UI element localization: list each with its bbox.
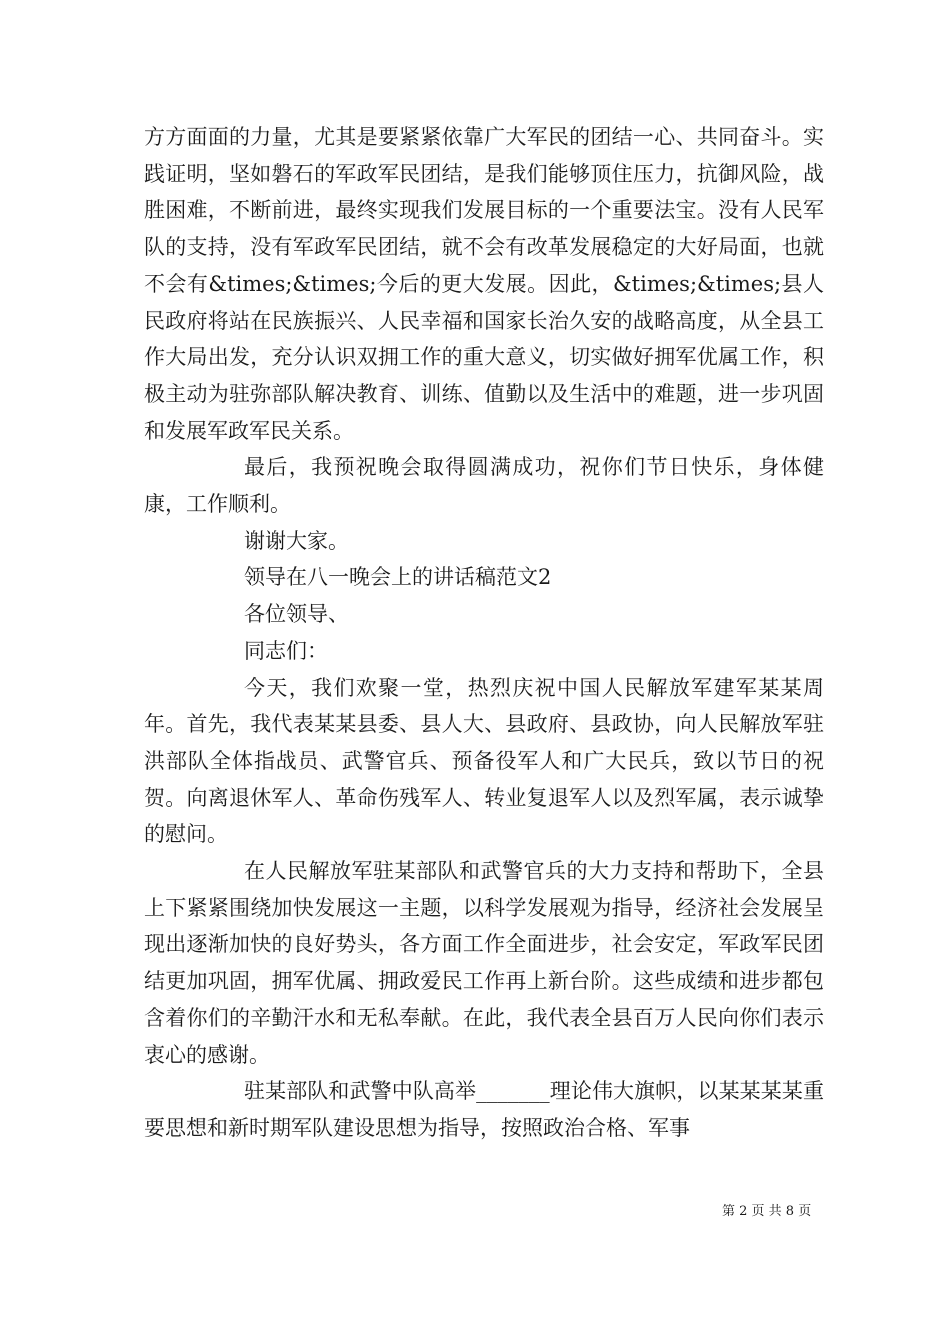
salutation-leaders: 各位领导、 xyxy=(244,602,349,627)
speech-title: 领导在八一晚会上的讲话稿范文2 xyxy=(244,565,552,590)
salutation-comrades: 同志们： xyxy=(244,638,328,663)
paragraph-2: 最后，我预祝晚会取得圆满成功，祝你们节日快乐，身体健康，工作顺利。 xyxy=(144,455,824,517)
paragraph-9: 驻某部队和武警中队高举_______理论伟大旗帜，以某某某某重要思想和新时期军队建设思想为指导，按照政治合格、军事 xyxy=(144,1079,824,1140)
paragraph-7: 今天，我们欢聚一堂，热烈庆祝中国人民解放军建军某某周年。首先，我代表某某县委、县人大、县政府、县政协，向人民解放军驻洪部队全体指战员、武警官兵、预备役军人和广大民兵，致以节日的祝贺。向离退休军人、革命伤残军人、转业复退军人以及烈军属，表示诚挚的慰问。 xyxy=(144,675,824,847)
paragraph-8: 在人民解放军驻某部队和武警官兵的大力支持和帮助下，全县上下紧紧围绕加快发展这一主题，以科学发展观为指导，经济社会发展呈现出逐渐加快的良好势头，各方面工作全面进步，社会安定，军政军民团结更加巩固，拥军优属、拥政爱民工作再上新台阶。这些成绩和进步都包含着你们的辛勤汗水和无私奉献。在此，我代表全县百万人民向你们表示衷心的感谢。 xyxy=(144,859,824,1067)
paragraph-3: 谢谢大家。 xyxy=(244,528,349,553)
paragraph-1: 方方面面的力量，尤其是要紧紧依靠广大军民的团结一心、共同奋斗。实践证明，坚如磐石的军政军民团结，是我们能够顶住压力，抗御风险，战胜困难，不断前进，最终实现我们发展目标的一个重要法宝。没有人民军队的支持，没有军政军民团结，就不会有改革发展稳定的大好局面，也就不会有&times;&times;今后的更大发展。因此，&times;&times;县人民政府将站在民族振兴、人民幸福和国家长治久安的战略高度，从全县工作大局出发，充分认识双拥工作的重大意义，切实做好拥军优属工作，积极主动为驻弥部队解决教育、训练、值勤以及生活中的难题，进一步巩固和发展军政军民关系。 xyxy=(144,125,824,443)
document-body xyxy=(144,119,824,1147)
page-number-footer: 第 2 页 共 8 页 xyxy=(722,1204,812,1219)
